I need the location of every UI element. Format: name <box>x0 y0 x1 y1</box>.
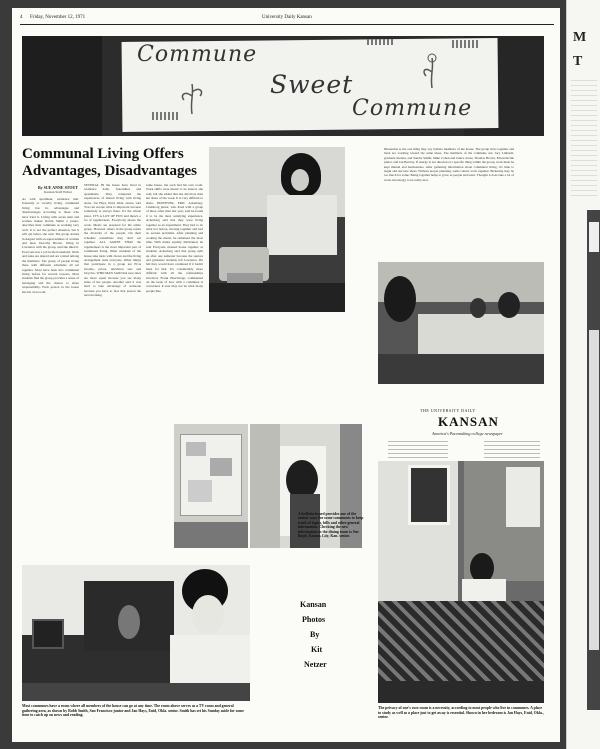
folio-rule <box>20 24 554 25</box>
tv-room-photo <box>22 565 250 701</box>
headline-line-2: Advantages, Disadvantages <box>22 163 198 179</box>
bedroom-photo <box>378 461 544 703</box>
kitchen-photo <box>209 147 345 312</box>
article-column-4: Dissention is the one thing they say bothers members of the house. The group lives together and most are working toward the same ideas. The members of the commune are: Jory Linhardt, graduate student, and Sandra Smith; Mike Cohen and Janice Jones; Thomas Brown, Edwardsville junior, and Jan Barclay. If energy is not directed at a specific thing within the group, work must be kept mutual and harmonious. After gathering information about communal living, it's time to begin and use new ideas. Without proper planning, some cannot work together. Bickering may be too much for some. Being together helps to grow as people and learn. Thought it does take a lot of work and energy to be really nice. <box>384 147 514 182</box>
masthead-name: KANSAN <box>438 414 499 429</box>
byline-role: Kansan Staff Writer <box>44 190 72 194</box>
photo-credit-by: By <box>310 630 320 639</box>
masthead-tagline: America's Pacemaking college newspaper <box>432 431 503 436</box>
masthead-staff-right <box>484 441 540 463</box>
next-page-edge: M T <box>566 0 600 749</box>
photo-credit-last-name: Netzer <box>304 660 327 669</box>
page-number: 4 <box>20 15 23 20</box>
page-date: Friday, November 12, 1971 <box>30 15 86 20</box>
photo-credit-photos: Photos <box>302 615 326 624</box>
bulletin-board-photo <box>174 424 248 548</box>
dining-photo <box>378 262 544 384</box>
article-column-1: As with apartment, residence hall, fraternity or sorority living, communal living has its advantages and disadvantages according to those who have tried it. Living with seven men and women makes Robin Smith a junior, describes their commune as working very well. It is not the perfect situation, but it will get better, she said. The group started in August with an equal number of women and men. Dorothy Brown, living in Lawrence with the group, said she liked it. Everyone has a job in the household. Work and tasks are shared and are rotated among the members. The group of people living there with different schedules all eat together. Most have been into communal living before for several reasons. Most students find the group provides a sense of belonging and the chance to share responsibility. Each person in the house has his own room. <box>22 197 79 294</box>
caption-bedroom: The privacy of one's own room is a necessity, according to most people who live in communes. A place to study as well as a place just to get away is essential. Shown in her bedroom is Jan Hays, Enid, Okla., senior. <box>378 706 544 720</box>
article-column-3: same house, but each had his own room. Work shifts were meant to be shared, she said, but she added that she did more than her share of the work. It is very difficult to share. HOWEVER, ERIC Ackerberg, Lindsborg junior, who lived with a group of three other men last year, said he found it to be the most satisfying experience. Ackerberg said that they were living together as an experiment. They had to do what not before, moving together and had no serious problems. After planning and cooking the meals, he remained the most time. With duties equally distributed, he said Everyone cleaned house together as students. Ackerberg said that group split up after one semester because the seniors and graduates students left Lawrence. He felt they would have continued if it hadn't been for that. It's considerably more difficult with all the relationships involved, Frank Beechwags commented on the issue of how with a commune is concerned. It sure may not be what many people like. <box>146 183 203 293</box>
photo-credit-kansan: Kansan <box>300 600 327 609</box>
photo-credit-first-name: Kit <box>311 645 323 654</box>
byline: By SUE ANNE STOUT <box>38 185 79 190</box>
flower-doodle-icon <box>412 50 452 90</box>
banner-line-3: Commune <box>352 96 473 121</box>
banner-line-1: Commune <box>137 42 258 67</box>
masthead-staff-left <box>388 441 448 463</box>
banner-photo <box>22 36 544 136</box>
caption-tv-room: Most communes have a room where all members of the house can go at any time. The room above serves as a TV room and general gathering area, as shown by Robb Smith, San Francisco junior and Jan Hays, Enid, Okla. senior. Smith has set his Sunday aside for some time to catch up on news and reading. <box>22 704 244 718</box>
flower-doodle-icon <box>172 76 212 116</box>
masthead-small: THE UNIVERSITY DAILY <box>420 408 476 413</box>
caption-bulletin-board: A bulletin board provides one of the easiest ways for some communes to keep track of topics, bills and other general information. Checking the new information in the dining room is Sue Boyle, Kansas City, Kan. senior. <box>298 512 364 539</box>
banner-line-2: Sweet <box>270 70 354 99</box>
paper-name: University Daily Kansan <box>262 15 312 20</box>
headline-line-1: Communal Living Offers <box>22 146 184 162</box>
article-column-2: SEVERAL IN the house have lived in residence halls, fraternities and apartments. They compared the experiences of shared living with living alone. Joe Hays, Enid, Okla. senior, said You can escape what is important because somebody is always there. It's the whole place. IT'S A LOT OF FUN and there's a lot of togetherness. Everybody shares the work. Meals are prepared for the entire group. However others in the group rejoin the diversity of the people. On their schedule sometimes they don't eat together. ALL AGREE THAT the togetherness is the most important part of communal living. Other residents of the house take turns with chores and the living arrangement suits everyone. Other things that participate in a group are ECA income, prices, television sets and bicycles. WHO MAN SAID that new rules are more equal because you see many sides of the people. Another said it was hard to take advantage of someone because you have to face that person the next morning. <box>84 183 141 298</box>
